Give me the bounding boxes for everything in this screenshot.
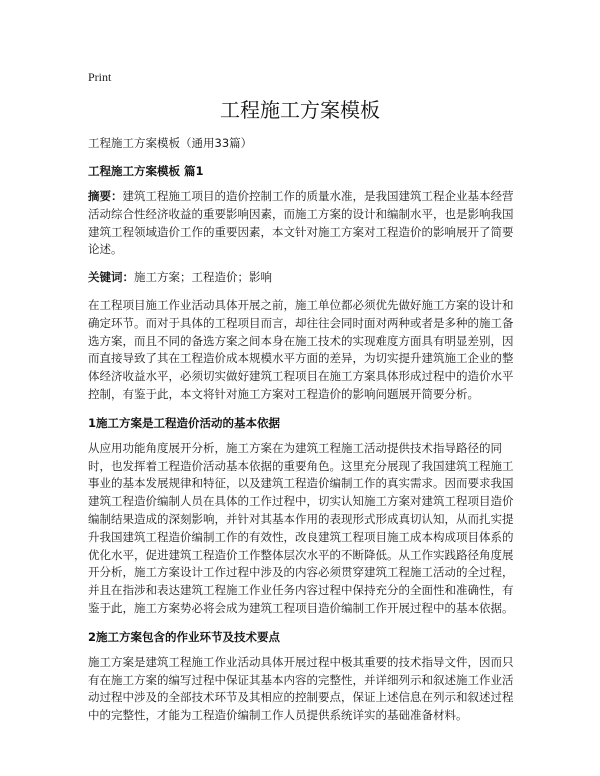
- print-label: Print: [88, 70, 112, 84]
- keywords-text: 施工方案；工程造价；影响: [134, 270, 272, 285]
- document-title: 工程施工方案模板: [220, 98, 380, 122]
- keywords-paragraph: [88, 269, 520, 287]
- section1-heading: 1施工方案是工程造价活动的基本依据: [88, 415, 280, 430]
- document-subtitle: 工程施工方案模板（通用33篇）: [88, 136, 253, 150]
- abstract-paragraph: [88, 188, 520, 259]
- document-body: [88, 134, 520, 735]
- section2-heading: 2施工方案包含的作业环节及技术要点: [88, 629, 280, 644]
- section1-paragraph: 从应用功能角度展开分析，施工方案在为建筑工程施工活动提供技术指导路径的同时，也发挥着工程造价活动基本依据的重要角色。这里充分展现了我国建筑工程施工事业的基本发展规律和特征，以及建筑工程造价编制工作的真实需求。因而要求我国建筑工程造价编制人员在具体的工作过程中，切实认知施工方案对建筑工程项目造价编制结果造成的深刻影响，并针对其基本作用的表现形式形成真切认知，从而扎实提升我国建筑工程造价编制工作的有效性，改良建筑工程项目施工成本构成项目体系的优化水平，促进建筑工程造价工作整体层次水平的不断降低。从工作实践路径角度展开分析，施工方案设计工作过程中涉及的内容必须贯穿建筑工程施工活动的全过程，并且在指涉和表达建筑工程施工作业任务内容过程中保持充分的全面性和准确性，有鉴于此，施工方案势必将会成为建筑工程项目造价编制工作开展过程中的基本依据。: [88, 440, 514, 615]
- keywords-label: 关键词：: [88, 270, 134, 285]
- section-heading: 工程施工方案模板 篇1: [88, 164, 204, 178]
- intro-paragraph: 在工程项目施工作业活动具体开展之前，施工单位都必须优先做好施工方案的设计和确定环节。而对于具体的工程项目而言，却往往会同时面对两种或者是多种的施工备选方案，而且不同的备选方案之间本身在施工技术的实现难度方面具有明显差别，因而直接导致了其在工程造价成本规模水平方面的差异，为切实提升建筑施工企业的整体经济收益水平，必须切实做好建筑工程项目在施工方案具体形成过程中的造价水平控制，有鉴于此，本文将针对施工方案对工程造价的影响问题展开简要分析。: [88, 297, 514, 401]
- section2-paragraph: 施工方案是建筑工程施工作业活动具体开展过程中极其重要的技术指导文件，因而只有在施工方案的编写过程中保证其基本内容的完整性，并详细列示和叙述施工作业活动过程中涉及的全部技术环节及其相应的控制要点，保证上述信息在列示和叙述过程中的完整性，才能为工程造价编制工作人员提供系统详实的基础准备材料。: [88, 654, 514, 723]
- abstract-label: 摘要：: [88, 189, 123, 203]
- abstract-text: 建筑工程施工项目的造价控制工作的质量水准，是我国建筑工程企业基本经营活动综合性经济收益的重要影响因素，而施工方案的设计和编制水平，也是影响我国建筑工程领域造价工作的重要因素，本文针对施工方案对工程造价的影响展开了简要论述。: [88, 189, 514, 257]
